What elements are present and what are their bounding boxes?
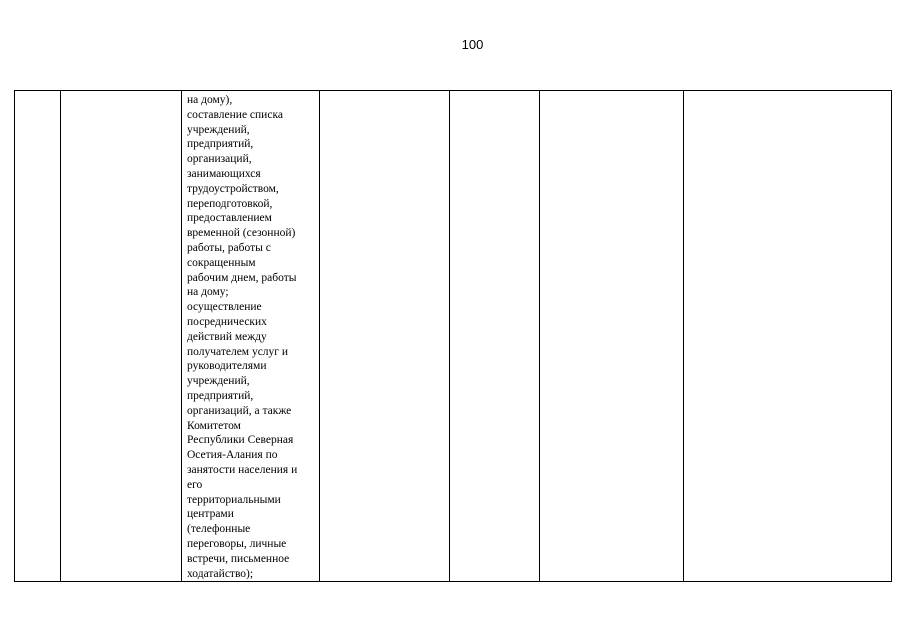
document-table — [14, 90, 892, 582]
cell-text — [540, 91, 683, 93]
table-cell-column-4 — [320, 91, 450, 582]
table-cell-column-5 — [450, 91, 540, 582]
cell-text — [320, 91, 449, 93]
table-cell-column-7 — [684, 91, 892, 582]
cell-text — [15, 91, 60, 93]
table-cell-service-description — [182, 91, 320, 582]
service-description-text: на дому), составление списка учреждений, предприятий, организаций, занимающихся трудоустройством, переподготовкой, предоставлением временной (сезонной) работы, работы с сокращенным рабочим днем, работы на дому; осуществление посреднических действий между получателем услуг и руководителями учреждений, предприятий, организаций, а также Комитетом Республики Северная Осетия-Алания по занятости населения и его территориальными центрами (телефонные переговоры, личные встречи, письменное ходатайство); — [187, 94, 298, 580]
cell-text — [450, 91, 539, 93]
table-cell-number — [15, 91, 61, 582]
table-cell-service-name — [61, 91, 182, 582]
table-row — [15, 91, 892, 582]
cell-text — [684, 91, 891, 93]
page-number: 100 — [461, 37, 484, 52]
cell-text — [61, 91, 181, 93]
table-cell-column-6 — [540, 91, 684, 582]
